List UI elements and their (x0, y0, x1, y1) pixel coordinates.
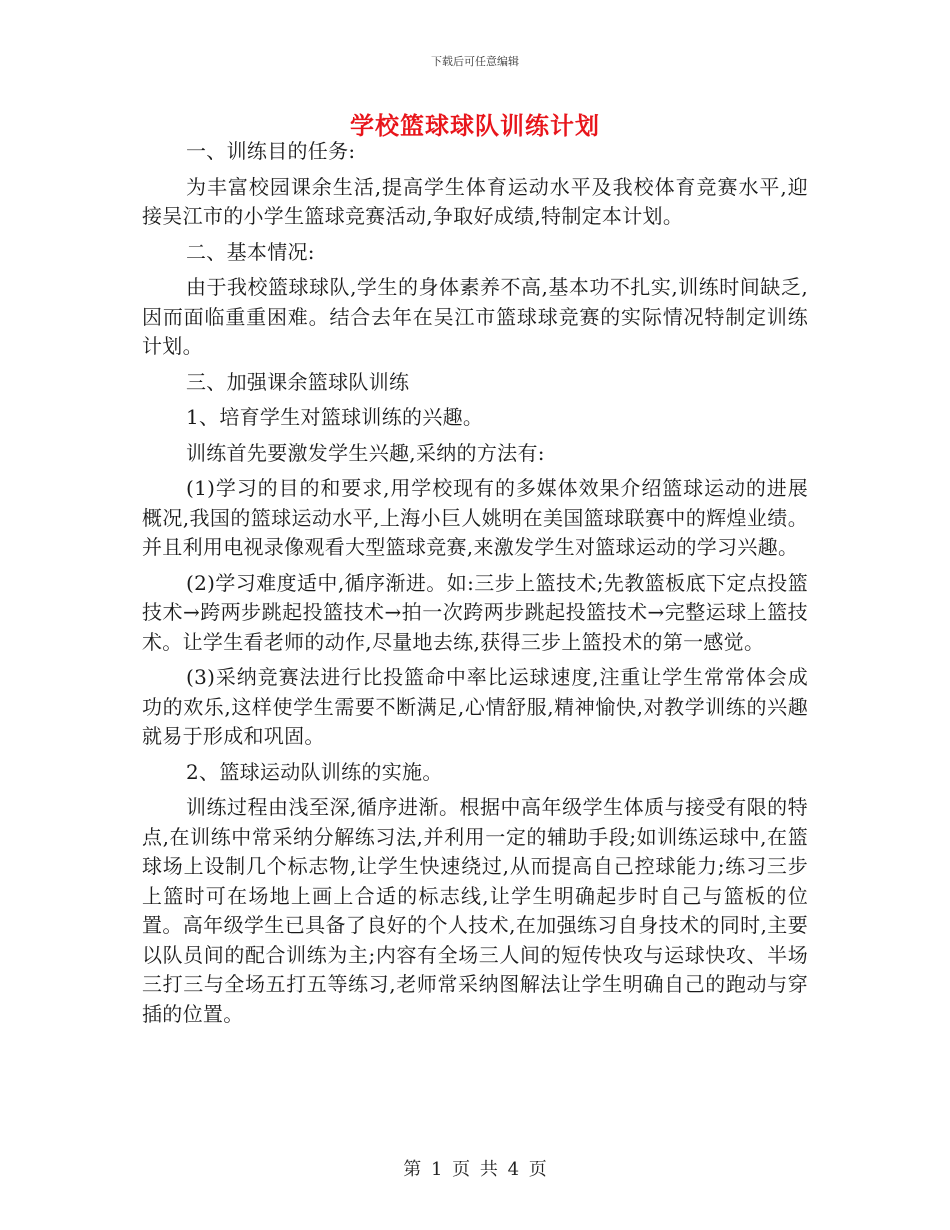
paragraph-situation: 由于我校篮球球队,学生的身体素养不高,基本功不扎实,训练时间缺乏,因而面临重重困难。结合去年在吴江市篮球球竞赛的实际情况特制定训练计划。 (142, 275, 808, 358)
section-heading-situation: 二、基本情况: (186, 239, 315, 264)
paragraph-implementation: 训练过程由浅至深,循序进渐。根据中高年级学生体质与接受有限的特点,在训练中常采纳分解练习法,并利用一定的辅助手段;如训练运球中,在篮球场上设制几个标志物,让学生快速绕过,从而提高自己控球能力;练习三步上篮时可在场地上画上合适的标志线,让学生明确起步时自己与篮板的位置。高年级学生已具备了良好的个人技术,在加强练习自身技术的同时,主要以队员间的配合训练为主;内容有全场三人间的短传快攻与运球快攻、半场三打三与全场五打五等练习,老师常采纳图解法让学生明确自己的跑动与穿插的位置。 (142, 795, 808, 1026)
paragraph-method-3: (3)采纳竞赛法进行比投篮命中率比运球速度,注重让学生常常体会成功的欢乐,这样使学生需要不断满足,心情舒服,精神愉快,对教学训练的兴趣就易于形成和巩固。 (142, 665, 808, 748)
section-heading-training: 三、加强课余篮球队训练 (186, 369, 410, 394)
subheading-implementation: 2、篮球运动队训练的实施。 (186, 759, 443, 784)
subheading-interest: 1、培育学生对篮球训练的兴趣。 (186, 405, 484, 429)
document-title: 学校篮球球队训练计划 (350, 111, 600, 140)
paragraph-method-2: (2)学习难度适中,循序渐进。如:三步上篮技术;先教篮板底下定点投篮技术→跨两步跳起投篮技术→拍一次跨两步跳起投篮技术→完整运球上篮技术。让学生看老师的动作,尽量地去练,获得三步上篮投术的第一感觉。 (142, 570, 808, 654)
document-body (142, 137, 808, 1035)
header-note: 下载后可任意编辑 (431, 55, 519, 68)
paragraph-method-1: (1)学习的目的和要求,用学校现有的多媒体效果介绍篮球运动的进展概况,我国的篮球运动水平,上海小巨人姚明在美国篮球联赛中的辉煌业绩。并且利用电视录像观看大型篮球竞赛,来激发学生对篮球运动的学习兴趣。 (142, 476, 808, 559)
section-heading-purpose: 一、训练目的任务: (186, 139, 356, 163)
page-footer: 第 1 页 共 4 页 (403, 1159, 547, 1180)
paragraph-methods-intro: 训练首先要激发学生兴趣,采纳的方法有: (186, 440, 545, 465)
paragraph-purpose: 为丰富校园课余生活,提高学生体育运动水平及我校体育竞赛水平,迎接吴江市的小学生篮球竞赛活动,争取好成绩,特制定本计划。 (142, 174, 808, 228)
